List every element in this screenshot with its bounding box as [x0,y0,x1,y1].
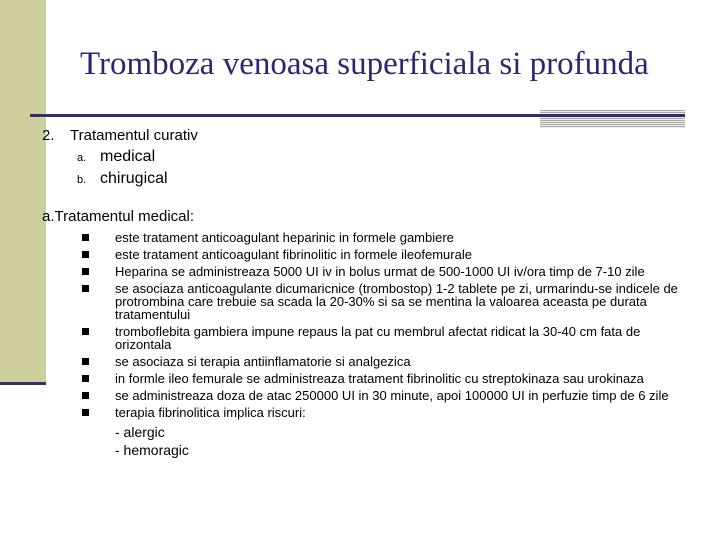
bullet-text: in formle ileo femurale se administreaza tratament fibrinolitic cu streptokinaza sau urokinaza [115,371,644,386]
bullet-text: se asociaza anticoagulante dicumaricnice (trombostop) 1-2 tablete pe zi, urmarindu-se indicele de protrombina care trebuie sa scada la 20-30% si sa se mentina la valoarea aceasta pe durata tratamentului [115,281,678,322]
square-bullet-icon [82,392,89,399]
bullet-text: este tratament anticoagulant fibrinolitic in formele ileofemurale [115,247,472,262]
bullet-item [80,406,690,419]
bullet-list [80,231,690,459]
bullet-text: Heparina se administreaza 5000 UI iv in bolus urmat de 500-1000 UI iv/ora timp de 7-10 zile [115,264,645,279]
bullet-text: terapia fibrinolitica implica riscuri: [115,405,306,420]
list-item-medical [77,148,155,166]
bullet-item [80,265,690,278]
bullet-text: se asociaza si terapia antiinflamatorie si analgezica [115,354,411,369]
bullet-item [80,389,690,402]
square-bullet-icon [82,268,89,275]
bullet-item [80,325,690,351]
bullet-text: este tratament anticoagulant heparinic in formele gambiere [115,230,454,245]
bullet-text: se administreaza doza de atac 250000 UI in 30 minute, apoi 100000 UI in perfuzie timp de 6 zile [115,388,669,403]
risk-alergic: - alergic [115,424,165,440]
risk-hemoragic: - hemoragic [115,442,189,458]
list-item-marker: b. [77,174,87,186]
title-rule-pattern [540,110,685,128]
square-bullet-icon [82,234,89,241]
bullet-item [80,231,690,244]
list-item-marker: a. [77,152,87,164]
bullet-item [80,248,690,261]
bullet-item [80,282,690,321]
list-item-chirugical [77,170,168,188]
square-bullet-icon [82,328,89,335]
left-accent-band [0,0,46,382]
square-bullet-icon [82,285,89,292]
square-bullet-icon [82,375,89,382]
square-bullet-icon [82,409,89,416]
list-item-label: chirugical [100,170,168,187]
slide-title: Tromboza venoasa superficiala si profunda [80,46,649,82]
left-band-underline [0,382,46,385]
section-heading: a.Tratamentul medical: [42,208,195,225]
square-bullet-icon [82,358,89,365]
title-rule [30,114,685,117]
bullet-item [80,372,690,385]
square-bullet-icon [82,251,89,258]
bullet-item [80,355,690,368]
list-heading-text: Tratamentul curativ [70,127,198,144]
list-item-label: medical [100,148,156,165]
list-number: 2. [42,127,55,144]
bullet-text: tromboflebita gambiera impune repaus la pat cu membrul afectat ridicat la 30-40 cm fata de orizontala [115,324,641,352]
list-heading [42,127,198,144]
